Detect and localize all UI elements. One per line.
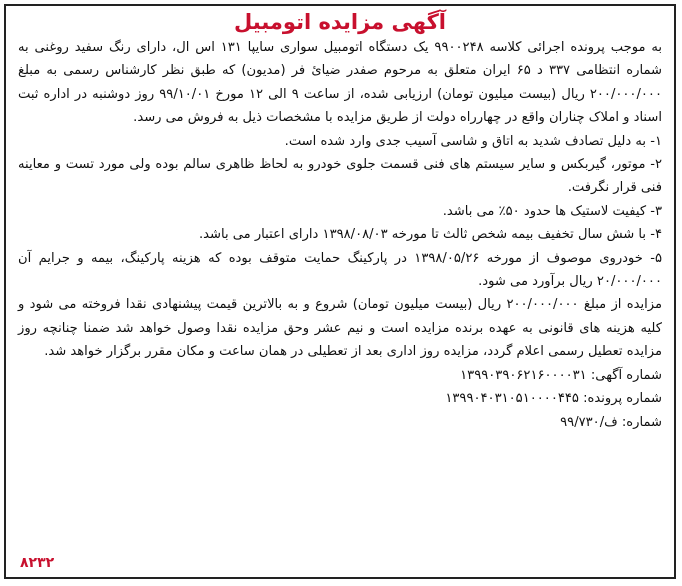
condition-item-2: ۲- موتور، گیربکس و سایر سیستم های فنی قسمت جلوی خودرو به لحاظ ظاهری سالم بوده ولی مورد تست و معاینه فنی قرار نگرفت. [18, 157, 662, 196]
condition-item-5: ۵- خودروی موصوف از مورخه ۱۳۹۸/۰۵/۲۶ در پارکینگ حمایت متوقف بوده که هزینه پارکینگ، بیمه و جرایم آن ۲۰/۰۰۰/۰۰۰ ریال برآورد می شود. [18, 250, 662, 290]
intro-paragraph: به موجب پرونده اجرائی کلاسه ۹۹۰۰۲۴۸ یک دستگاه اتومبیل سواری سایپا ۱۳۱ اس ال، دارای رنگ سفید روغنی به شماره انتظامی ۳۳۷ د ۶۵ ایران متعلق به مرحوم صفدر ضیائ فر (مدیون) که طبق نظر کارشناس رسمی به مبلغ ۲۰۰/۰۰۰/۰۰۰ ریال (بیست میلیون تومان) ارزیابی شده، از ساعت ۹ الی ۱۲ مورخ ۹۹/۱۰/۰۱ روز دوشنبه در اداره ثبت اسناد و املاک چناران واقع در چهارراه دولت از طریق مزایده با مشخصات ذیل به فروش می رسد. [18, 40, 663, 126]
notice-body [6, 36, 674, 364]
notice-title: آگهی مزایده اتومبیل [234, 10, 446, 34]
notice-frame [4, 4, 676, 579]
ad-number: شماره آگهی: ۱۳۹۹۰۳۹۰۶۲۱۶۰۰۰۰۳۱ [460, 367, 662, 383]
notice-code: ۸۲۳۲ [20, 555, 55, 571]
condition-item-1: ۱- به دلیل تصادف شدید به اتاق و شاسی آسیب جدی وارد شده است. [284, 133, 662, 149]
condition-item-3: ۳- کیفیت لاستیک ها حدود ۵۰٪ می باشد. [442, 203, 662, 219]
notice-footer [6, 364, 674, 434]
reference-number: شماره: ف/۹۹/۷۳۰ [560, 414, 662, 430]
auction-terms-paragraph: مزایده از مبلغ ۲۰۰/۰۰۰/۰۰۰ ریال (بیست میلیون تومان) شروع و به بالاترین قیمت پیشنهادی نقدا فروخته می شود و کلیه هزینه های قانونی به عهده برنده مزایده است و نیم عشر وحق مزایده نقدا وصول خواهد شد ضمنا چنانچه روز مزایده تعطیل رسمی اعلام گردد، مزایده روز اداری بعد از تعطیلی در همان ساعت و مکان مقرر برگزار خواهد شد. [18, 297, 662, 360]
condition-item-4: ۴- با شش سال تخفیف بیمه شخص ثالث تا مورخه ۱۳۹۸/۰۸/۰۳ دارای اعتبار می باشد. [198, 227, 662, 243]
case-number: شماره پرونده: ۱۳۹۹۰۴۰۳۱۰۵۱۰۰۰۰۴۴۵ [445, 391, 662, 407]
